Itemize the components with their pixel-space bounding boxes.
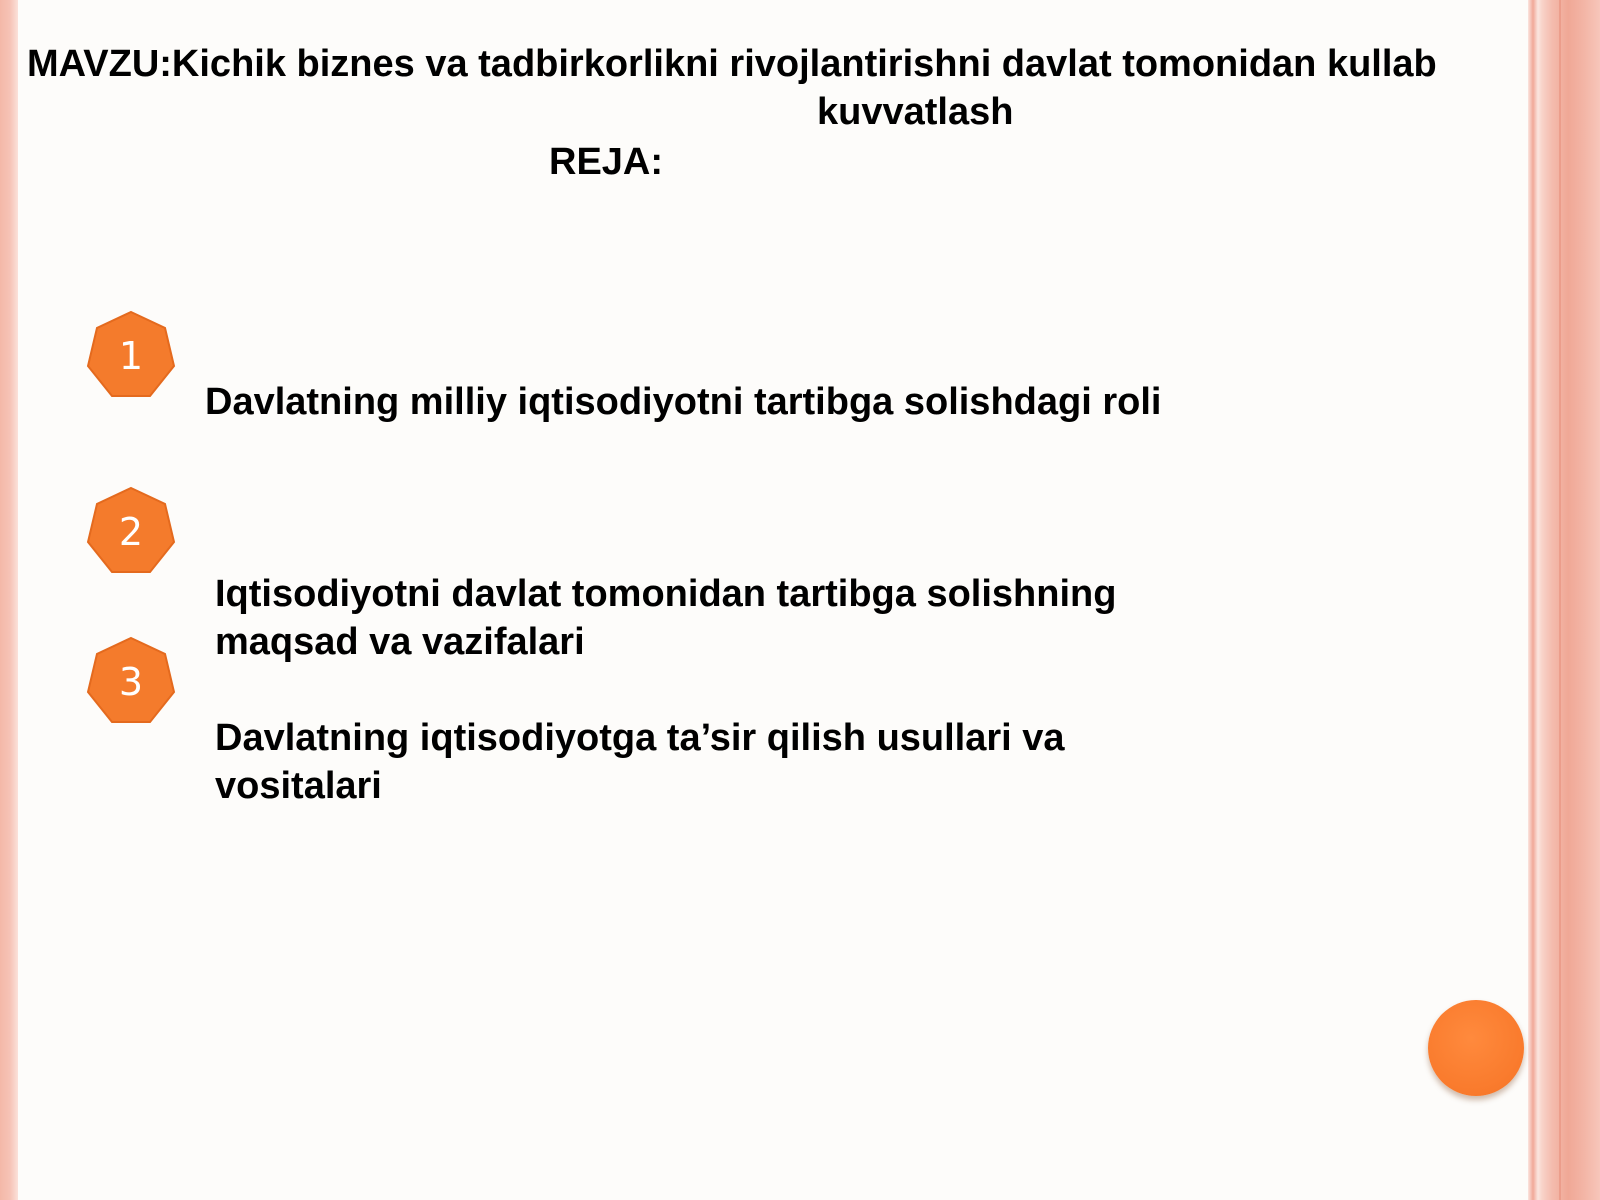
slide-title-line-1: MAVZU:Kichik biznes va tadbirkorlikni rivojlantirishni davlat tomonidan kullab xyxy=(27,43,1437,85)
plan-number-badge-1 xyxy=(85,310,177,402)
right-border-decoration xyxy=(1528,0,1600,1200)
slide-title-line-2: kuvvatlash xyxy=(817,91,1014,133)
plan-number-badge-3 xyxy=(85,636,177,728)
plan-item-1: Davlatning milliy iqtisodiyotni tartibga solishdagi roli xyxy=(205,381,1162,423)
right-border-line xyxy=(1559,0,1561,1200)
plan-item-3: Davlatning iqtisodiyotga ta’sir qilish usullari va vositalari xyxy=(215,717,1065,807)
plan-item-2: Iqtisodiyotni davlat tomonidan tartibga solishning maqsad va vazifalari xyxy=(215,573,1117,663)
plan-number-3: 3 xyxy=(118,660,144,704)
plan-number-2: 2 xyxy=(118,510,144,554)
plan-number-1: 1 xyxy=(118,334,144,378)
orange-circle-decoration xyxy=(1428,1000,1524,1096)
left-border-decoration xyxy=(0,0,18,1200)
plan-heading: REJA: xyxy=(549,141,664,183)
plan-number-badge-2 xyxy=(85,486,177,578)
